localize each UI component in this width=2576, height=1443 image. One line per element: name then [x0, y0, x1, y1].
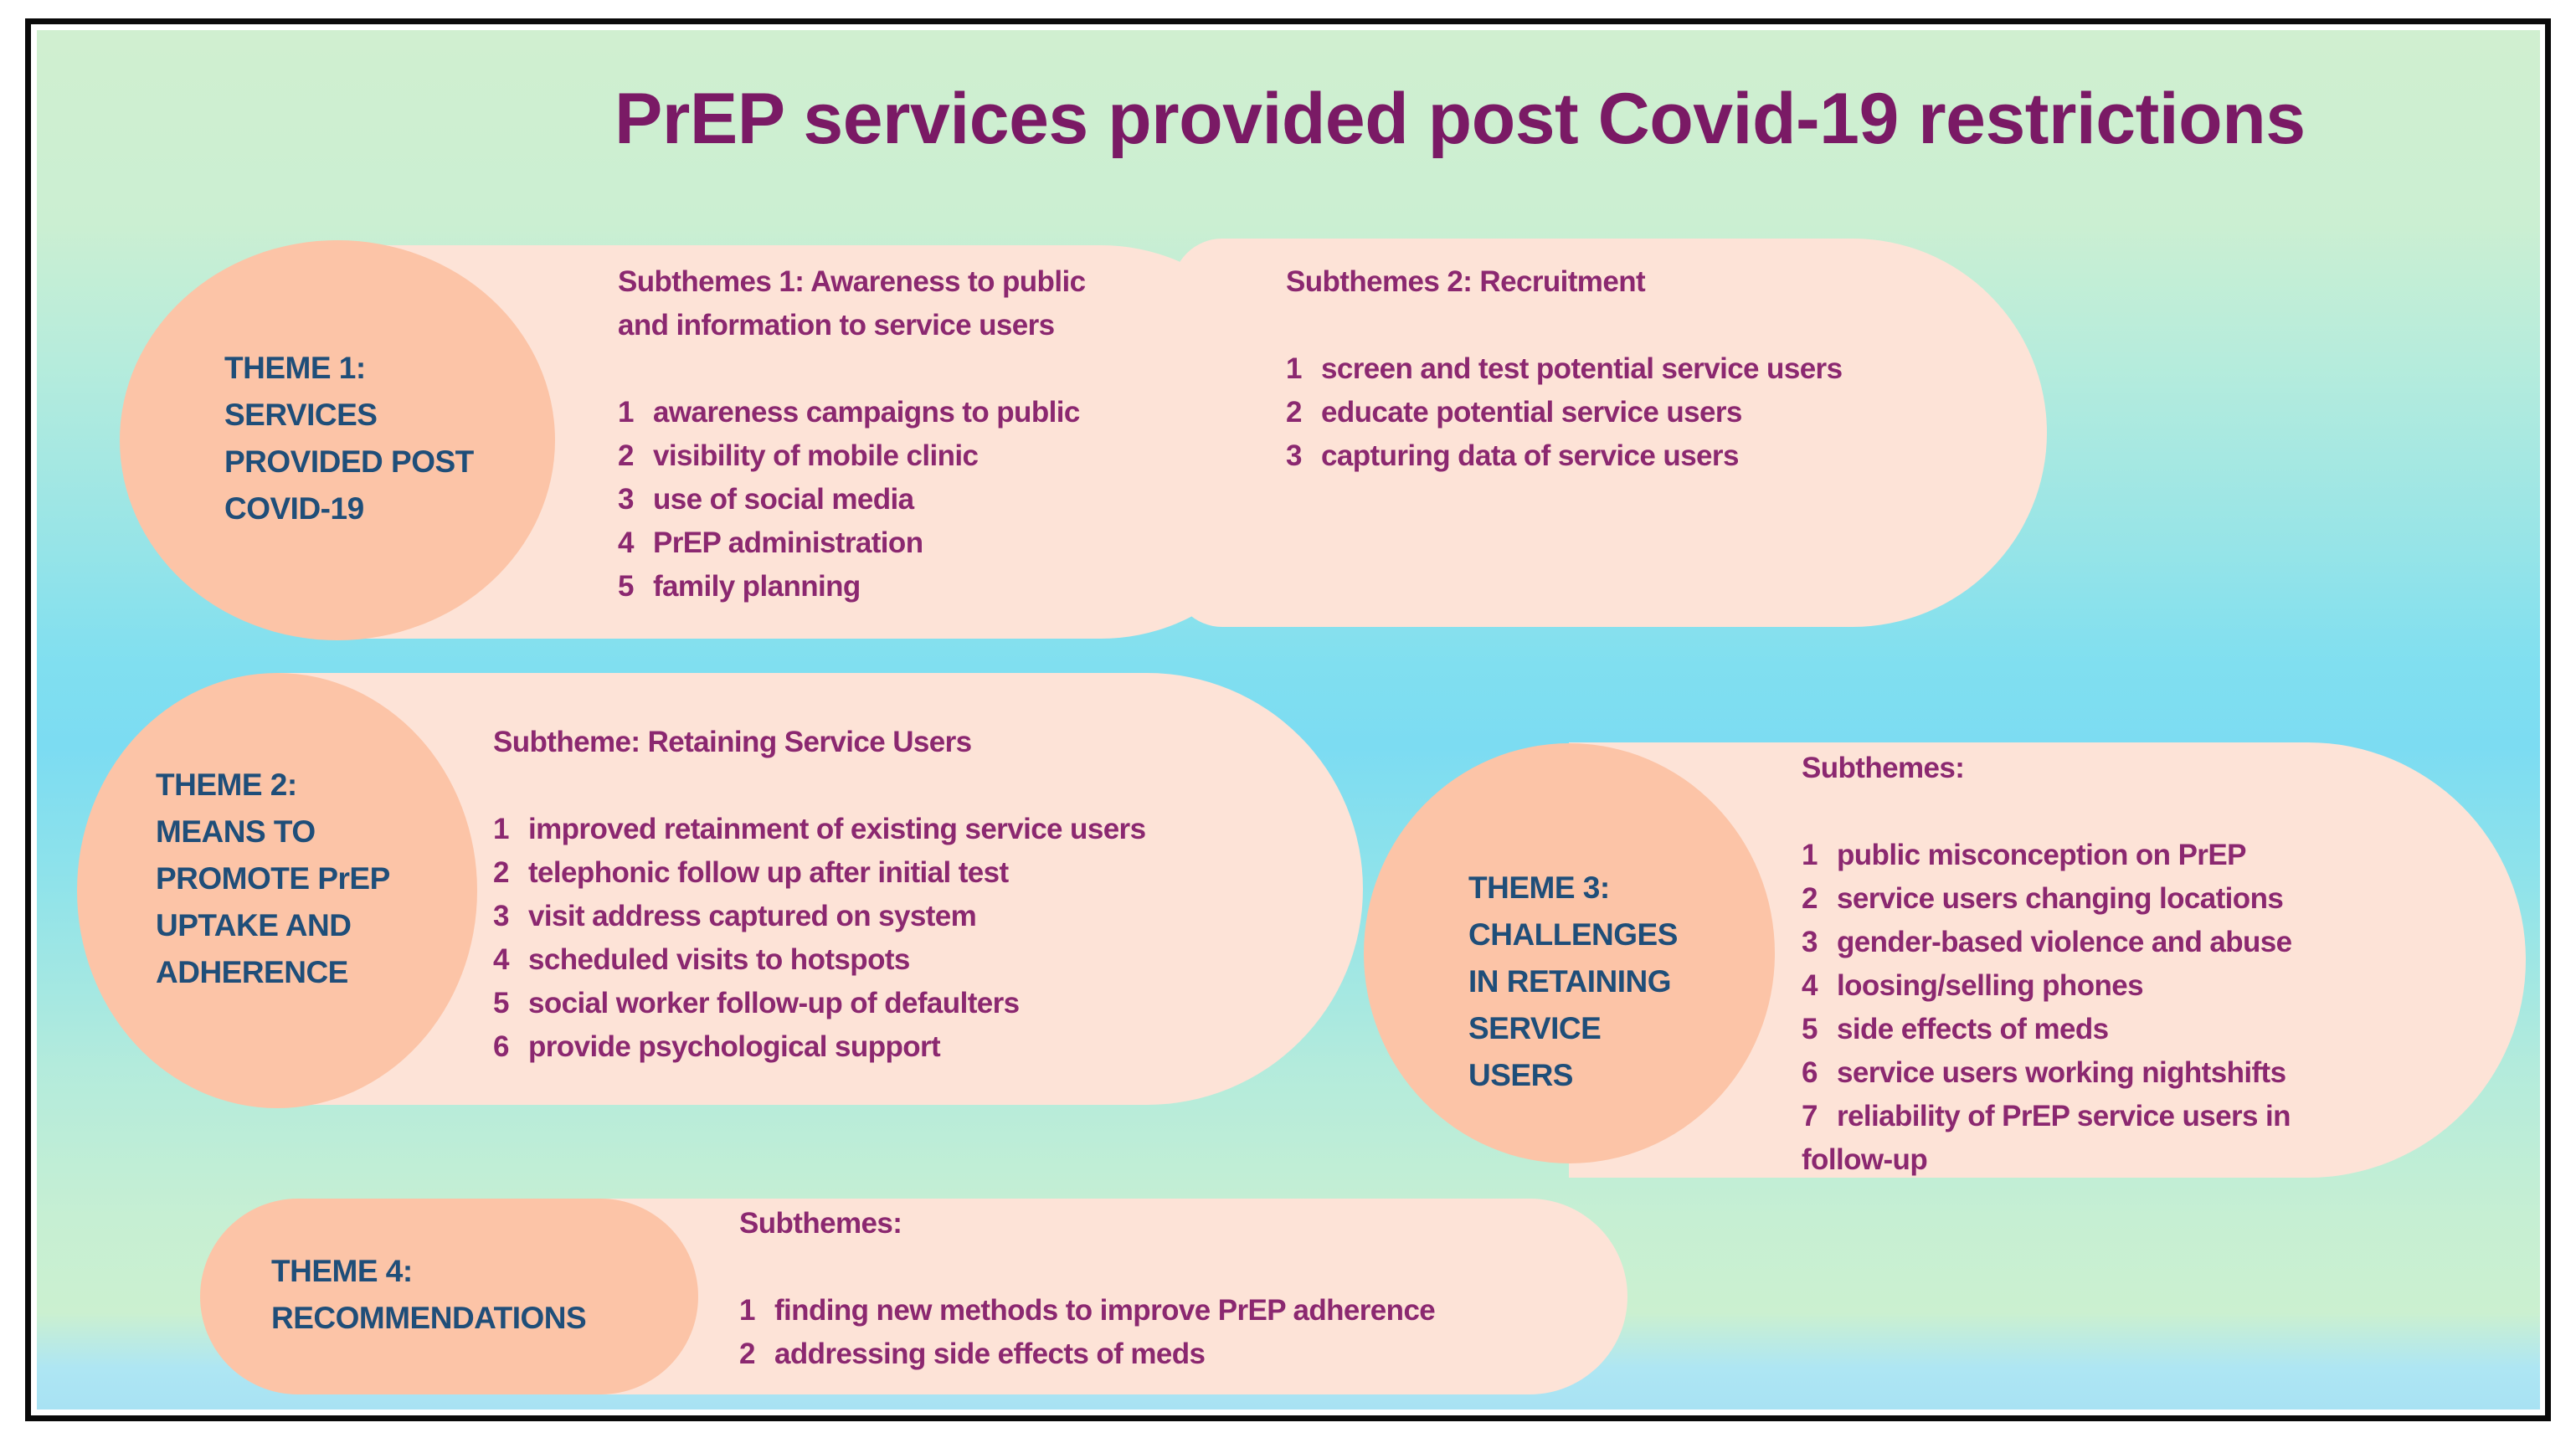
theme-1-subtheme-2 — [1286, 260, 1842, 478]
list-item: 4 loosing/selling phones — [1802, 969, 2143, 1002]
list-item: 5 family planning — [618, 570, 861, 603]
list-item: 1 screen and test potential service users — [1286, 352, 1843, 385]
list-item: 5 side effects of meds — [1802, 1013, 2109, 1045]
theme-4-subtheme — [739, 1202, 1435, 1376]
subtheme-heading: Subthemes 2: Recruitment — [1286, 265, 1646, 298]
list-item: 3 capturing data of service users — [1286, 439, 1739, 472]
list-item: 3 visit address captured on system — [493, 900, 977, 932]
subtheme-heading: Subthemes: — [1802, 752, 1965, 784]
list-item: 2 visibility of mobile clinic — [618, 439, 979, 472]
theme-4-label: THEME 4: RECOMMENDATIONS — [271, 1254, 587, 1335]
list-item: 3 use of social media — [618, 483, 914, 516]
subtheme-heading: Subtheme: Retaining Service Users — [493, 726, 972, 758]
list-item: 2 educate potential service users — [1286, 396, 1742, 429]
subtheme-heading: Subthemes 1: Awareness to public — [618, 265, 1086, 298]
list-item: 5 social worker follow-up of defaulters — [493, 987, 1020, 1019]
subtheme-heading: Subthemes: — [739, 1207, 902, 1240]
subtheme-heading: and information to service users — [618, 309, 1055, 341]
list-item: 1 awareness campaigns to public — [618, 396, 1080, 429]
list-item-continuation: follow-up — [1802, 1143, 1928, 1176]
list-item: 1 improved retainment of existing service users — [493, 813, 1146, 845]
slide-title: PrEP services provided post Covid-19 restrictions — [614, 79, 2306, 159]
theme-2-label: THEME 2: MEANS TO PROMOTE PrEP UPTAKE AND ADHERENCE — [156, 768, 390, 989]
theme-3-subtheme — [1802, 747, 2292, 1182]
theme-2-subtheme — [493, 721, 1145, 1069]
list-item: 4 scheduled visits to hotspots — [493, 943, 910, 976]
list-item: 6 service users working nightshifts — [1802, 1056, 2286, 1089]
list-item: 7 reliability of PrEP service users in — [1802, 1100, 2291, 1132]
list-item: 1 public misconception on PrEP — [1802, 839, 2246, 871]
list-item: 6 provide psychological support — [493, 1030, 941, 1063]
list-item: 2 service users changing locations — [1802, 882, 2284, 915]
list-item: 1 finding new methods to improve PrEP adherence — [739, 1294, 1436, 1327]
list-item: 2 addressing side effects of meds — [739, 1338, 1206, 1370]
list-item: 2 telephonic follow up after initial test — [493, 856, 1009, 889]
theme-1-subtheme-1 — [618, 260, 1085, 609]
theme-3-label: THEME 3: CHALLENGES IN RETAINING SERVICE USERS — [1468, 870, 1678, 1092]
theme-1-label: THEME 1: SERVICES PROVIDED POST COVID-19 — [224, 351, 474, 526]
list-item: 3 gender-based violence and abuse — [1802, 926, 2292, 958]
list-item: 4 PrEP administration — [618, 526, 923, 559]
